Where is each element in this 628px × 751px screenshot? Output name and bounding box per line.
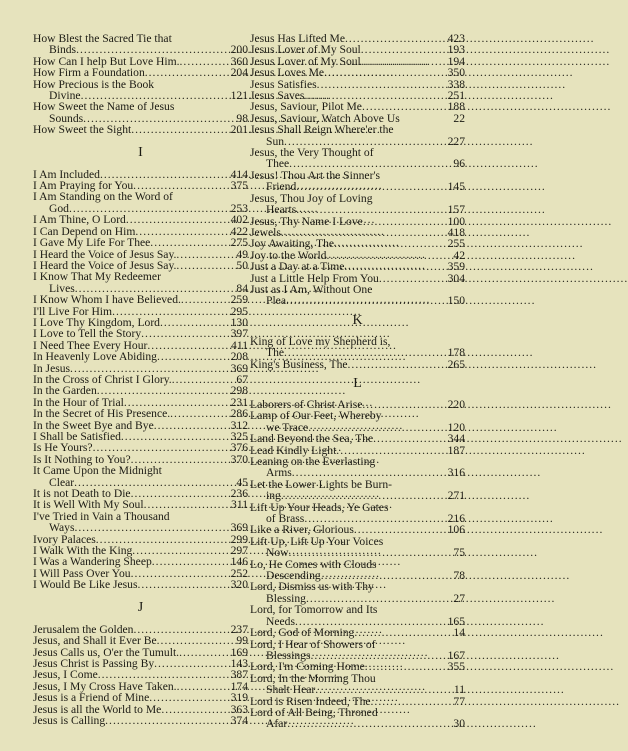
hymn-page-number: 30 (453, 717, 465, 731)
hymn-title: I Gave My Life For Thee (33, 236, 151, 250)
dot-leader (281, 490, 448, 501)
hymn-page-number: 216 (447, 512, 465, 526)
hymn-title: Now (266, 546, 289, 560)
hymn-page-number: 304 (447, 271, 465, 285)
hymn-page-number: 50 (236, 258, 248, 272)
hymn-page-number: 376 (230, 441, 248, 455)
hymn-title: Ways (49, 521, 75, 535)
hymn-title: It Came Upon the Midnight (33, 464, 162, 478)
hymn-page-number: 145 (447, 180, 465, 194)
hymn-title: Leaning on the Everlasting (250, 455, 376, 468)
hymn-title: Thee (266, 157, 290, 171)
dot-leader (284, 347, 448, 358)
index-entry (250, 627, 465, 638)
hymn-page-number: 42 (453, 248, 465, 262)
dot-leader (296, 204, 447, 215)
hymn-title: Sun (266, 134, 285, 148)
hymn-page-number: 374 (230, 713, 248, 727)
dot-leader (296, 181, 447, 192)
index-entry (33, 271, 248, 282)
hymn-page-number: 299 (230, 532, 248, 546)
hymn-title: Lives (49, 281, 75, 295)
hymn-page-number: 227 (447, 134, 465, 148)
hymn-title: How Sweet the Sight (33, 123, 132, 137)
hymn-title: Blessings (266, 648, 311, 662)
hymn-page-number: 96 (453, 157, 465, 171)
hymn-title: Jesus is Calling (33, 713, 106, 727)
hymn-page-number: 49 (236, 247, 248, 261)
dot-leader (149, 692, 230, 703)
index-entry (250, 359, 465, 370)
hymn-page-number: 11 (453, 683, 465, 697)
hymn-title: Clear (49, 475, 75, 489)
hymn-page-number: 130 (230, 315, 248, 329)
hymn-title: Jesus Lover of My Soul (250, 43, 361, 57)
hymn-title: Land Beyond the Sea, The (250, 432, 374, 446)
hymn-title: Jesus, I Come (33, 668, 98, 682)
index-entry (250, 67, 465, 78)
dot-leader (98, 669, 231, 680)
hymn-title: I Am Included (33, 167, 100, 181)
dot-leader (354, 627, 453, 638)
hymn-title: In Heavenly Love Abiding (33, 350, 157, 364)
hymn-title: Jesus, Saviour, Watch Above Us (250, 111, 400, 125)
index-entry (33, 408, 248, 419)
dot-leader (289, 547, 454, 558)
hymn-page-number: 418 (447, 225, 465, 239)
hymn-title: Just as I Am, Without One (250, 282, 373, 296)
hymn-page-number: 120 (447, 420, 465, 434)
hymn-page-number: 259 (230, 293, 248, 307)
hymn-title: I've Tried in Vain a Thousand (33, 509, 170, 523)
hymn-title: I Was a Wandering Sheep (33, 555, 152, 569)
hymn-page-number: 316 (447, 466, 465, 480)
hymn-page-number: 360 (230, 54, 248, 68)
hymn-page-number: 208 (230, 350, 248, 364)
hymn-page-number: 370 (230, 452, 248, 466)
hymn-title: How Firm a Foundation (33, 66, 145, 80)
hymn-title: Jesus Has Lifted Me (250, 32, 345, 45)
hymn-page-number: 75 (453, 546, 465, 560)
hymn-title: How Sweet the Name of Jesus (33, 100, 175, 114)
hymn-page-number: 423 (447, 32, 465, 45)
hymn-title: Is He Yours? (33, 441, 93, 455)
hymn-page-number: 100 (447, 214, 465, 228)
hymn-title: In the Garden (33, 384, 97, 398)
hymn-page-number: 150 (447, 294, 465, 308)
dot-leader (324, 67, 448, 78)
index-column-left (33, 33, 248, 726)
hymn-title: Lift Up Your Heads, Ye Gates (250, 500, 389, 514)
hymn-title: Jesus Shall Reign Where'er the (250, 123, 394, 137)
hymn-page-number: 387 (230, 668, 248, 682)
hymn-title: Hearts (266, 203, 297, 217)
hymn-page-number: 45 (236, 475, 248, 489)
hymn-title: Joy Awaiting, The (250, 237, 335, 251)
hymn-title: of Brass (266, 512, 305, 526)
index-entry (250, 661, 465, 672)
hymn-page-number: 402 (230, 213, 248, 227)
hymn-title: I Know That My Redeemer (33, 270, 161, 284)
hymn-title: Lord, I Hear of Showers of (250, 637, 376, 651)
hymn-page-number: 157 (447, 203, 465, 217)
hymn-title: Lead Kindly Light (250, 443, 337, 457)
hymn-title: Lord of All Being, Throned (250, 705, 378, 719)
index-entry (33, 214, 248, 225)
index-entry (33, 669, 248, 680)
hymn-title: Lift Up, Lift Up Your Voices (250, 534, 384, 548)
hymn-title: Jesus Lover of My Soul (250, 54, 361, 68)
dot-leader (315, 684, 454, 695)
dot-leader (176, 260, 236, 271)
index-column-right (250, 33, 465, 730)
index-entry-continuation (250, 547, 465, 558)
hymn-page-number: 369 (230, 361, 248, 375)
index-entry (33, 579, 248, 590)
index-entry (33, 692, 248, 703)
dot-leader (74, 522, 230, 533)
dot-leader (286, 295, 448, 306)
hymn-page-number: 298 (230, 384, 248, 398)
dot-leader (365, 661, 448, 672)
hymn-page-number: 231 (230, 395, 248, 409)
index-entry-continuation (250, 181, 465, 192)
dot-leader (157, 351, 231, 362)
hymn-title: Jesus Saves (250, 89, 305, 103)
hymn-title: Jesus Satisfies (250, 77, 317, 91)
hymn-title: I Know Whom I have Believed. (33, 293, 181, 307)
dot-leader (348, 359, 448, 370)
hymn-title: Jerusalem the Golden (33, 622, 134, 636)
hymn-page-number: 27 (453, 591, 465, 605)
hymn-title: In the Hour of Trial (33, 395, 124, 409)
hymn-title: I Walk With the King (33, 544, 133, 558)
section-letter-heading: K (352, 312, 363, 328)
hymn-title: In the Sweet Bye and Bye (33, 418, 154, 432)
hymn-title: we Trace (266, 420, 309, 434)
hymn-page-number: 363 (230, 702, 248, 716)
index-entry-continuation (33, 522, 248, 533)
hymn-page-number: 187 (447, 443, 465, 457)
hymn-page-number: 253 (230, 201, 248, 215)
hymn-page-number: 286 (230, 407, 248, 421)
hymn-title: Lord is Risen Indeed, The (250, 694, 371, 708)
dot-leader (181, 294, 231, 305)
hymn-title: I Need Thee Every Hour (33, 338, 148, 352)
hymn-title: I Can Depend on Him (33, 224, 136, 238)
hymn-title: Jewels (250, 225, 281, 239)
index-entry (33, 635, 248, 646)
dot-leader (170, 408, 230, 419)
index-entry (33, 124, 248, 135)
hymn-title: Lord, I'm Coming Home (250, 660, 365, 674)
hymn-title: Lamp of Our Feet, Whereby (250, 409, 382, 423)
index-entry (250, 433, 465, 444)
hymn-title: ing (266, 489, 281, 503)
section-letter-heading: L (353, 375, 362, 391)
hymn-title: God (49, 201, 69, 215)
hymn-page-number: 297 (230, 544, 248, 558)
hymn-page-number: 375 (230, 179, 248, 193)
hymn-title: The (266, 346, 285, 360)
hymn-page-number: 265 (447, 357, 465, 371)
hymn-page-number: 350 (447, 66, 465, 80)
hymn-page-number: 22 (453, 111, 465, 125)
hymn-page-number: 344 (447, 432, 465, 446)
hymn-page-number: 178 (447, 346, 465, 360)
index-entry (33, 465, 248, 476)
hymn-title: I Heard the Voice of Jesus Say. (33, 247, 177, 261)
index-entry (33, 67, 248, 78)
hymn-title: Laborers of Christ Arise (250, 397, 363, 411)
hymn-title: I Will Pass Over You (33, 566, 131, 580)
hymn-page-number: 369 (230, 521, 248, 535)
dot-leader (137, 579, 230, 590)
hymn-title: Lord, Dismiss us with Thy (250, 580, 374, 594)
index-entry-continuation (250, 490, 465, 501)
index-entry (33, 715, 248, 726)
hymn-page-number: 188 (447, 100, 465, 114)
hymn-title: Jesus Calls us, O'er the Tumult. (33, 645, 180, 659)
dot-leader (373, 433, 448, 444)
hymn-title: I Love to Tell the Story (33, 327, 142, 341)
hymn-title: How Can I help But Love Him. (33, 54, 180, 68)
dot-leader (157, 635, 237, 646)
hymn-page-number: 165 (447, 614, 465, 628)
dot-leader (287, 718, 453, 729)
hymn-page-number: 106 (447, 523, 465, 537)
hymn-title: Blessing (266, 591, 306, 605)
dot-leader (379, 273, 448, 284)
hymn-title: Jesus, Thy Name I Love (250, 214, 363, 228)
hymn-page-number: 14 (453, 626, 465, 640)
hymn-page-number: 252 (230, 566, 248, 580)
hymn-title: Afar (266, 717, 288, 731)
hymn-title: How Precious is the Book (33, 77, 155, 91)
hymn-page-number: 78 (453, 569, 465, 583)
index-entry-continuation (250, 295, 465, 306)
hymn-title: In the Cross of Christ I Glory. (33, 372, 172, 386)
index-entry-continuation (250, 684, 465, 695)
hymn-page-number: 320 (230, 578, 248, 592)
hymn-title: Jesus Christ is Passing By (33, 656, 155, 670)
hymn-page-number: 194 (447, 54, 465, 68)
dot-leader (126, 214, 231, 225)
hymn-page-number: 411 (231, 338, 248, 352)
index-entry-continuation (250, 718, 465, 729)
hymn-page-number: 84 (236, 281, 248, 295)
hymn-page-number: 146 (230, 555, 248, 569)
hymn-page-number: 295 (230, 304, 248, 318)
hymn-page-number: 99 (236, 634, 248, 648)
hymn-title: Lo, He Comes with Clouds (250, 557, 377, 571)
hymn-title: Ivory Palaces (33, 532, 96, 546)
hymn-title: Lord, In the Morning Thou (250, 671, 376, 685)
hymn-title: Just a Little Help From You (250, 271, 379, 285)
hymn-title: Just a Day at a Time (250, 260, 345, 274)
hymn-title: Jesus is a Friend of Mine (33, 691, 150, 705)
hymn-page-number: 220 (447, 397, 465, 411)
hymn-title: I Would Be Like Jesus (33, 578, 138, 592)
hymn-title: I Am Standing on the Word of (33, 190, 173, 204)
hymn-title: Plea (266, 294, 286, 308)
hymn-page-number: 338 (447, 77, 465, 91)
hymn-page-number: 355 (447, 660, 465, 674)
hymn-page-number: 193 (447, 43, 465, 57)
hymn-page-number: 275 (230, 236, 248, 250)
hymn-title: Lord, for Tomorrow and Its (250, 603, 378, 617)
hymn-title: Jesus, the Very Thought of (250, 146, 374, 160)
hymn-page-number: 98 (236, 111, 248, 125)
hymn-title: I Shall be Satisfied (33, 430, 121, 443)
hymn-page-number: 200 (230, 43, 248, 57)
hymn-title: Jesus, Saviour, Pilot Me (250, 100, 362, 114)
hymn-title: Lord, God of Morning (250, 626, 355, 640)
hymn-title: It is Well With My Soul (33, 498, 144, 512)
hymn-title: Like a River, Glorious (250, 523, 354, 537)
hymn-title: Jesus! Thou Art the Sinner's (250, 168, 381, 182)
dot-leader (105, 715, 230, 726)
hymn-title: In the Secret of His Presence. (33, 407, 171, 421)
hymn-page-number: 143 (230, 656, 248, 670)
hymn-page-number: 359 (447, 260, 465, 274)
hymn-page-number: 237 (230, 622, 248, 636)
hymn-page-number: 174 (230, 679, 248, 693)
hymn-page-number: 204 (230, 66, 248, 80)
hymn-title: Binds (49, 43, 77, 57)
hymn-title: Shalt Hear (266, 683, 316, 697)
hymn-page-number: 121 (230, 89, 248, 103)
index-entry-continuation (250, 204, 465, 215)
hymn-title: Jesus, and Shall it Ever Be (33, 634, 157, 648)
hymn-page-number: 255 (447, 237, 465, 251)
hymn-page-number: 251 (447, 89, 465, 103)
index-entry (250, 124, 465, 135)
hymn-page-number: 311 (231, 498, 248, 512)
hymn-page-number: 236 (230, 487, 248, 501)
hymn-title: In Jesus (33, 361, 71, 375)
dot-leader (145, 67, 231, 78)
hymn-title: It is not Death to Die (33, 487, 131, 501)
hymn-page-number: 414 (230, 167, 248, 181)
hymn-title: I Heard the Voice of Jesus Say. (33, 258, 177, 272)
section-letter-heading: I (138, 144, 143, 160)
index-entry-continuation (250, 347, 465, 358)
hymn-title: King of Love my Shepherd is, (250, 334, 391, 348)
dot-leader (150, 237, 230, 248)
hymn-title: Jesus Loves Me (250, 66, 325, 80)
hymn-title: I'll Live For Him (33, 304, 113, 318)
index-entry (250, 604, 465, 615)
hymn-page-number: 67 (236, 372, 248, 386)
hymn-page-number: 167 (447, 648, 465, 662)
hymn-title: Jesus, Thou Joy of Loving (250, 191, 373, 205)
hymn-title: Descending (266, 569, 321, 583)
hymn-page-number: 422 (230, 224, 248, 238)
index-entry (250, 261, 465, 272)
hymn-title: How Blest the Sacred Tie that (33, 32, 172, 45)
section-letter-heading: J (137, 599, 144, 615)
hymn-title: Jesus is all the World to Me (33, 702, 162, 716)
index-entry (33, 351, 248, 362)
dot-leader (131, 124, 230, 135)
hymn-page-number: 77 (453, 694, 465, 708)
dot-leader (344, 261, 447, 272)
hymn-page-number: 397 (230, 327, 248, 341)
index-entry (250, 238, 465, 249)
hymn-title: I Love Thy Kingdom, Lord (33, 315, 160, 329)
hymn-title: Needs (266, 614, 295, 628)
hymn-title: Divine (49, 89, 81, 103)
dot-leader (334, 238, 448, 249)
hymn-page-number: 319 (230, 691, 248, 705)
hymn-title: I Am Thine, O Lord (33, 213, 126, 227)
dot-leader (371, 696, 454, 707)
hymn-title: Let the Lower Lights be Burn- (250, 477, 392, 491)
index-entry (33, 237, 248, 248)
hymn-page-number: 325 (230, 430, 248, 443)
hymn-title: I Am Praying for You (33, 179, 134, 193)
hymn-title: Sounds (49, 111, 84, 125)
index-entry (33, 294, 248, 305)
hymn-title: Friend (266, 180, 297, 194)
hymn-page-number: 169 (230, 645, 248, 659)
hymn-title: Arms (266, 466, 292, 480)
hymn-page-number: 312 (230, 418, 248, 432)
hymn-title: Is It Nothing to You? (33, 452, 131, 466)
hymn-title: King's Business, The (250, 357, 348, 371)
hymn-page-number: 271 (447, 489, 465, 503)
hymn-title: Jesus, I My Cross Have Taken. (33, 679, 177, 693)
hymn-title: Joy to the World (250, 248, 327, 262)
hymn-page-number: 201 (230, 123, 248, 137)
